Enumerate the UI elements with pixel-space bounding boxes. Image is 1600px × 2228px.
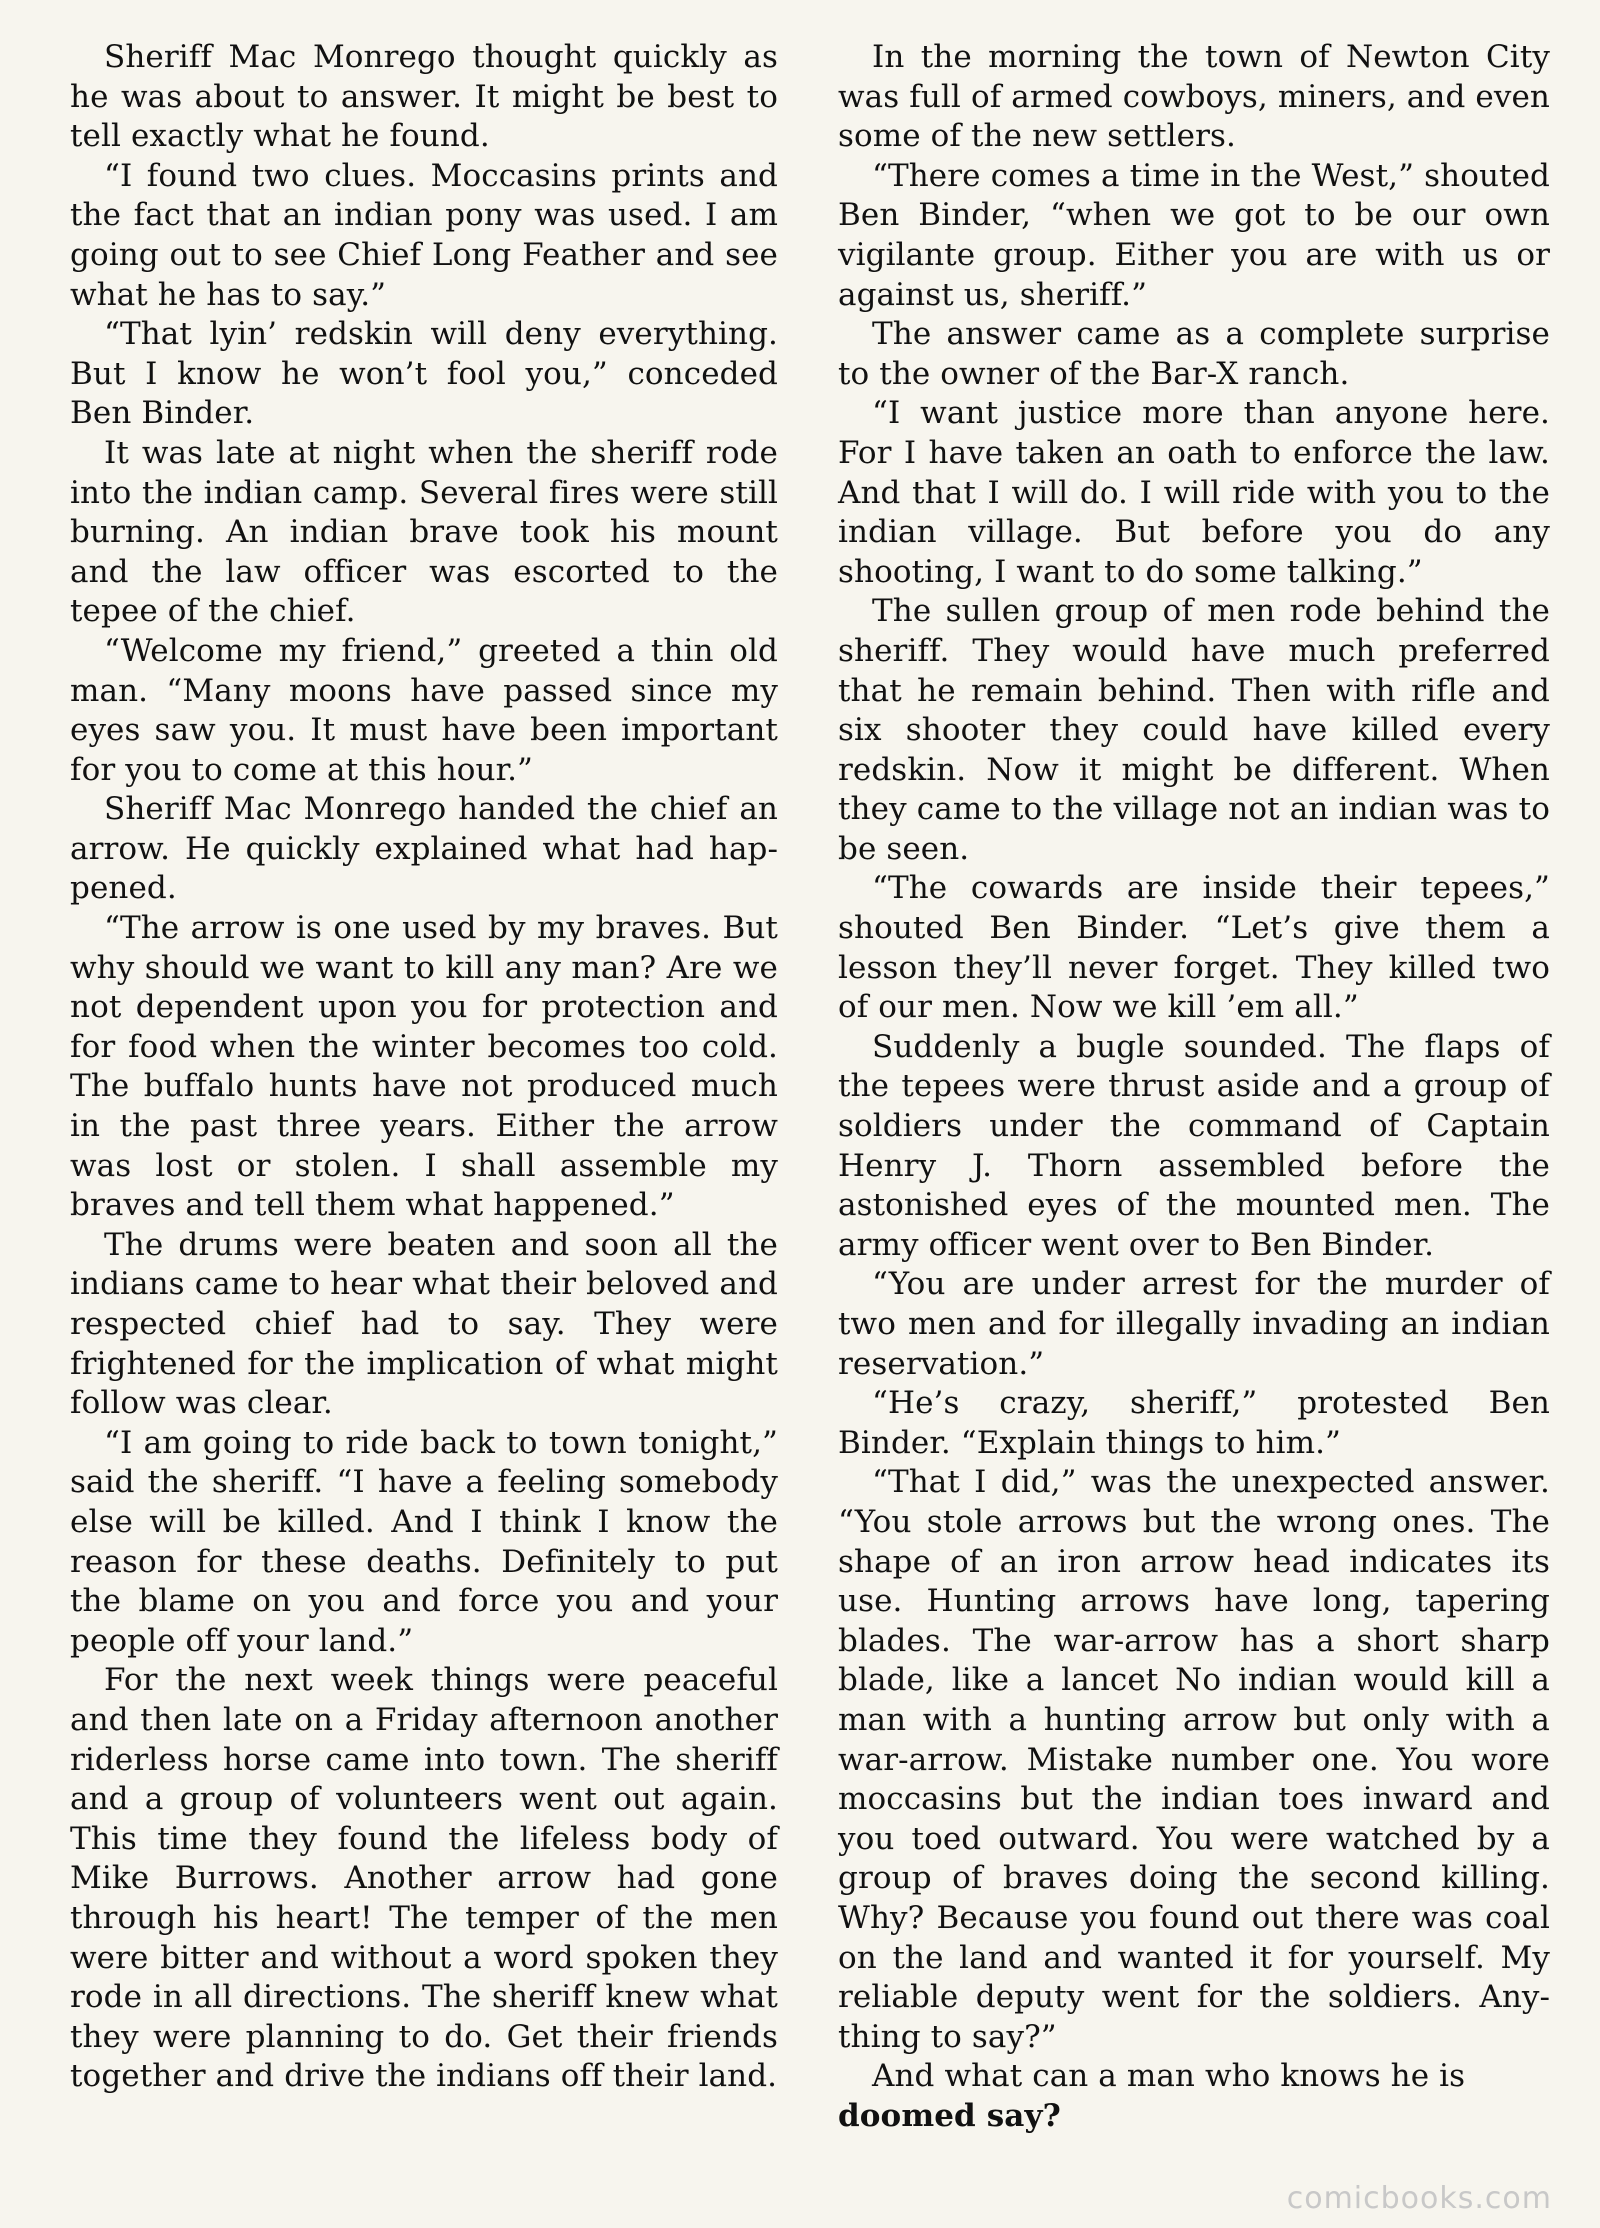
paragraph: “There comes a time in the West,” shouted Ben Binder, “when we got to be our own vigilante group. Either you are with us or against us, sheriff.”	[838, 157, 1550, 313]
paragraph: “He’s crazy, sheriff,” protested Ben Binder. “Explain things to him.”	[838, 1385, 1550, 1461]
paragraph: “You are under arrest for the murder of two men and for illegally invading an indian reservation.”	[838, 1266, 1550, 1382]
paragraph: In the morning the town of Newton City was full of armed cowboys, miners, and even some of the new settlers.	[838, 39, 1550, 155]
paragraph: The answer came as a complete surprise to the owner of the Bar-X ranch.	[838, 316, 1550, 392]
paragraph: Suddenly a bugle sounded. The flaps of the tepees were thrust aside and a group of soldiers under the command of Captain Henry J. Thorn assembled before the astonished eyes of the mounted men. The army officer went over to Ben Binder.	[838, 1028, 1550, 1263]
paragraph: “That lyin’ redskin will deny everything. But I know he won’t fool you,” conceded Ben Binder.	[70, 316, 778, 432]
right-text-column	[838, 38, 1550, 2136]
paragraph: “The cowards are inside their tepees,” shouted Ben Binder. “Let’s give them a lesson they’ll never forget. They killed two of our men. Now we kill ’em all.”	[838, 870, 1550, 1026]
paragraph: Sheriff Mac Monrego thought quickly as he was about to answer. It might be best to tell exactly what he found.	[70, 39, 778, 155]
paragraph: The drums were beaten and soon all the indians came to hear what their beloved and respected chief had to say. They were frightened for the implication of what might follow was clear.	[70, 1226, 778, 1422]
left-text-column	[70, 38, 778, 2097]
closing-paragraph	[838, 2057, 1550, 2136]
paragraph: “I am going to ride back to town tonight,” said the sheriff. “I have a feeling somebody else will be killed. And I think I know the reason for these deaths. Definitely to put the blame on you and force you and your people off your land.”	[70, 1424, 778, 1659]
paragraph: It was late at night when the sheriff rode into the indian camp. Several fires were still burning. An indian brave took his mount and the law officer was escorted to the tepee of the chief.	[70, 434, 778, 630]
closing-lead: And what can a man who knows he is	[872, 2058, 1466, 2095]
paragraph: “I want justice more than anyone here. For I have taken an oath to enforce the law. And that I will do. I will ride with you to the indian village. But before you do any shooting, I want to do some talking.”	[838, 395, 1550, 590]
paragraph: “Welcome my friend,” greeted a thin old man. “Many moons have passed since my eyes saw you. It must have been important for you to come at this hour.”	[70, 632, 778, 788]
paragraph: “That I did,” was the unexpected answer. “You stole arrows but the wrong ones. The shape of an iron arrow head indicates its use. Hunting arrows have long, tapering blades. The war-arrow has a short sharp blade, like a lancet No indian would kill a man with a hunting arrow but only with a war-arrow. Mistake number one. You wore moccasins but the indian toes inward and you toed outward. You were watched by a group of braves doing the second killing. Why? Because you found out there was coal on the land and wanted it for yourself. My reliable deputy went for the soldiers. Anything to say?”	[838, 1464, 1550, 2055]
closing-bold: doomed say?	[838, 2097, 1061, 2134]
paragraph: “I found two clues. Moccasins prints and the fact that an indian pony was used. I am going out to see Chief Long Feather and see what he has to say.”	[70, 157, 778, 313]
paragraph: For the next week things were peaceful and then late on a Friday afternoon another riderless horse came into town. The sheriff and a group of volunteers went out again. This time they found the lifeless body of Mike Burrows. Another arrow had gone through his heart! The temper of the men were bitter and without a word spoken they rode in all directions. The sheriff knew what they were planning to do. Get their friends together and drive the indians off their land.	[70, 1662, 778, 2095]
paragraph: The sullen group of men rode behind the sheriff. They would have much preferred that he remain behind. Then with rifle and six shooter they could have killed every redskin. Now it might be different. When they came to the village not an indian was to be seen.	[838, 593, 1550, 867]
paragraph: “The arrow is one used by my braves. But why should we want to kill any man? Are we not dependent upon you for protection and for food when the winter becomes too cold. The buffalo hunts have not produced much in the past three years. Either the arrow was lost or stolen. I shall assemble my braves and tell them what happened.”	[70, 910, 778, 1224]
column-gutter	[800, 40, 801, 2190]
paragraph: Sheriff Mac Monrego handed the chief an arrow. He quickly explained what had happened.	[70, 791, 778, 907]
site-watermark: comicbooks.com	[1286, 2181, 1552, 2216]
